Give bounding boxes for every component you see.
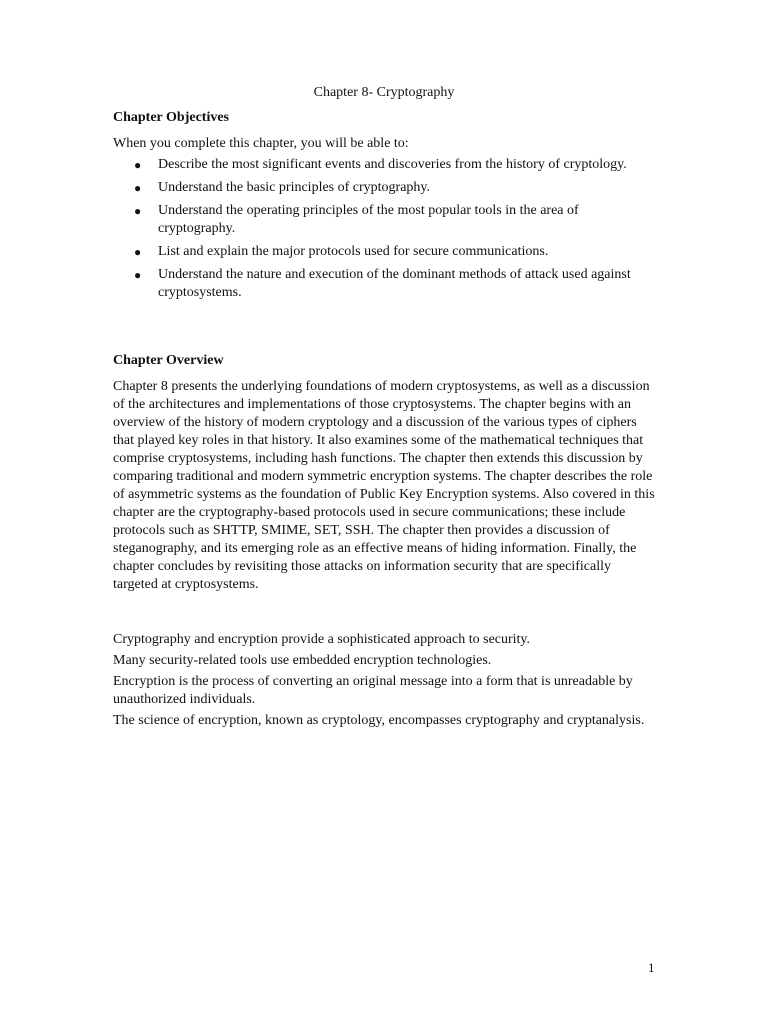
objective-item: [113, 179, 638, 197]
overview-heading: Chapter Overview: [113, 353, 224, 368]
objectives-heading: Chapter Objectives: [113, 110, 229, 125]
statement-text: Many security-related tools use embedded encryption technologies.: [113, 653, 492, 668]
statement-text: Encryption is the process of converting an original message into a form that is unreadable by unauthorized individuals.: [113, 674, 633, 707]
objective-item: [113, 266, 638, 302]
objective-text: Understand the basic principles of cryptography.: [158, 180, 431, 195]
objectives-intro: When you complete this chapter, you will be able to:: [113, 136, 409, 151]
bullet-icon: ●: [134, 158, 142, 172]
overview-paragraph: Chapter 8 presents the underlying foundations of modern cryptosystems, as well as a discussion of the architectures and implementations of those cryptosystems. The chapter begins with an overview of the history of modern cryptology and a discussion of the various types of ciphers that played key roles in that history. It also examines some of the mathematical techniques that comprise cryptosystems, including hash functions. The chapter then extends this discussion by comparing traditional and modern symmetric encryption systems. The chapter describes the role of asymmetric systems as the foundation of Public Key Encryption systems. Also covered in this chapter are the cryptography-based protocols used in secure communications; these include protocols such as SHTTP, SMIME, SET, SSH. The chapter then provides a discussion of steganography, and its emerging role as an effective means of hiding information. Finally, the chapter concludes by revisiting those attacks on information security that are specifically targeted at cryptosystems.: [113, 379, 655, 592]
objective-item: [113, 156, 638, 174]
statements-section: [113, 631, 658, 733]
objective-text: Understand the operating principles of the most popular tools in the area of cryptography.: [158, 203, 579, 236]
statement-text: Cryptography and encryption provide a sophisticated approach to security.: [113, 632, 531, 647]
bullet-icon: ●: [134, 204, 142, 218]
objective-text: List and explain the major protocols used for secure communications.: [158, 244, 549, 259]
objectives-list: [113, 156, 673, 307]
statement-text: The science of encryption, known as cryptology, encompasses cryptography and cryptanalysis.: [113, 713, 645, 728]
bullet-icon: ●: [134, 268, 142, 282]
objective-item: [113, 243, 638, 261]
bullet-icon: ●: [134, 245, 142, 259]
page-number: 1: [648, 960, 655, 975]
objective-text: Describe the most significant events and discoveries from the history of cryptology.: [158, 157, 627, 172]
chapter-title: Chapter 8- Cryptography: [313, 85, 455, 100]
objective-text: Understand the nature and execution of the dominant methods of attack used against cryptosystems.: [158, 267, 631, 300]
objective-item: [113, 202, 638, 238]
bullet-icon: ●: [134, 181, 142, 195]
